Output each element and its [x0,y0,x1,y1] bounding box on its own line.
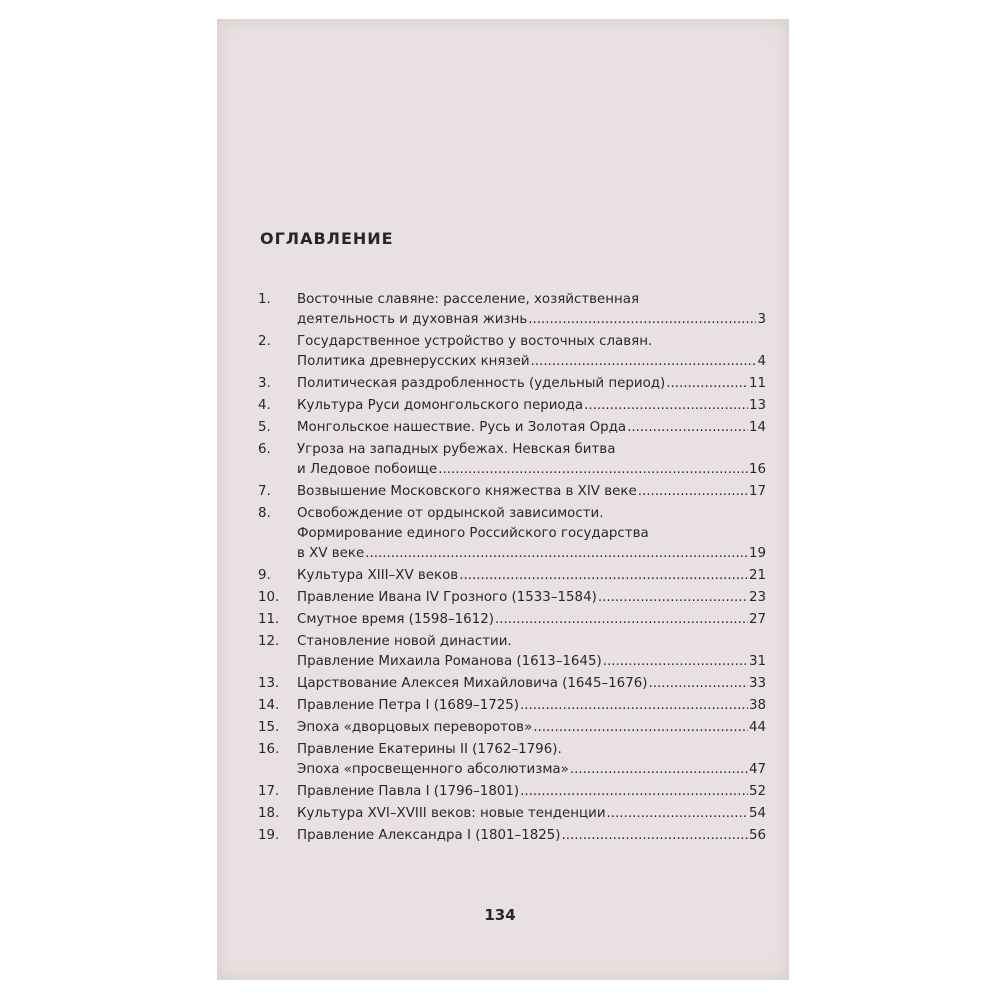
toc-entry [258,482,766,502]
toc-entry-number: 17. [258,784,280,799]
toc-entry-page: 27 [748,612,766,627]
toc-entry-body [297,804,766,824]
toc-entry-title: Монгольское нашествие. Русь и Золотая Орда [297,420,627,435]
toc-entry-title: Политическая раздробленность (удельный период) [297,376,666,391]
toc-entry-number: 6. [258,442,271,457]
toc-entry-body [297,332,766,372]
toc-entry-last-line [297,718,766,738]
toc-entry-title: деятельность и духовная жизнь [297,312,528,327]
toc-entry [258,826,766,846]
toc-entry-page: 38 [748,698,766,713]
toc-entry-title: Правление Михаила Романова (1613–1645) [297,654,602,669]
toc-entry-number: 11. [258,612,280,627]
toc-entry-page: 13 [748,398,766,413]
toc-entry-body [297,740,766,780]
toc-entry-body [297,610,766,630]
toc-entry-body [297,396,766,416]
toc-entry-title: Царствование Алексея Михайловича (1645–1676) [297,676,648,691]
toc-entry-number: 18. [258,806,280,821]
toc-entry-page: 16 [748,462,766,477]
toc-entry-last-line [297,418,766,438]
toc-entry-last-line [297,782,766,802]
toc-entry-page: 21 [748,568,766,583]
toc-entry [258,718,766,738]
dot-leader [459,566,748,586]
toc-entry [258,632,766,672]
toc-entry-page: 31 [748,654,766,669]
toc-entry-number: 15. [258,720,280,735]
toc-entry-body [297,482,766,502]
toc-entry-last-line [297,396,766,416]
toc-entry-title-line: Государственное устройство у восточных славян. [297,334,653,349]
toc-entry [258,674,766,694]
toc-entry-title: Политика древнерусских князей [297,354,530,369]
dot-leader [627,418,748,438]
toc-entry-number: 7. [258,484,271,499]
toc-entry-title: Эпоха «дворцовых переворотов» [297,720,533,735]
toc-entry [258,566,766,586]
toc-entry-number: 3. [258,376,271,391]
toc-entry [258,440,766,480]
toc-entry-number: 4. [258,398,271,413]
toc-entry [258,740,766,780]
toc-entry-number: 9. [258,568,271,583]
toc-entry-last-line [297,610,766,630]
toc-entry-body [297,718,766,738]
toc-entry-last-line [297,652,766,672]
dot-leader [648,674,747,694]
toc-entry-body [297,696,766,716]
dot-leader [603,652,748,672]
toc-entry-body [297,826,766,846]
toc-entry-page: 52 [748,784,766,799]
toc-entry-page: 14 [748,420,766,435]
toc-entry [258,374,766,394]
dot-leader [520,782,748,802]
toc-entry [258,804,766,824]
toc-entry-title: Культура Руси домонгольского периода [297,398,584,413]
toc-entry-body [297,674,766,694]
toc-entry-last-line [297,760,766,780]
toc-entry-last-line [297,482,766,502]
toc-entry-page: 19 [748,546,766,561]
toc-entry-title-line: Освобождение от ордынской зависимости. [297,506,604,521]
toc-entry-body [297,440,766,480]
toc-entry-number: 19. [258,828,280,843]
dot-leader [531,352,757,372]
toc-entry-page: 56 [748,828,766,843]
toc-entry-title: Смутное время (1598–1612) [297,612,494,627]
toc-entry [258,588,766,608]
toc-entry-title: Культура XVI–XVIII веков: новые тенденции [297,806,606,821]
toc-entry-number: 12. [258,634,280,649]
toc-entry-number: 16. [258,742,280,757]
toc-entry-body [297,566,766,586]
toc-entry-body [297,504,766,564]
toc-entry-title: Правление Петра I (1689–1725) [297,698,519,713]
toc-entry-page: 54 [748,806,766,821]
toc-entry-title: Эпоха «просвещенного абсолютизма» [297,762,569,777]
toc-entry-last-line [297,588,766,608]
dot-leader [495,610,748,630]
toc-entry [258,418,766,438]
toc-entry [258,504,766,564]
toc-entry-body [297,588,766,608]
toc-entry-title-line: Формирование единого Российского государства [297,526,649,541]
toc-entry-last-line [297,674,766,694]
dot-leader [528,310,756,330]
toc-entry-body [297,782,766,802]
dot-leader [570,760,748,780]
dot-leader [638,482,748,502]
toc-entry-title: в XV веке [297,546,365,561]
toc-entry-title-line: Становление новой династии. [297,634,512,649]
toc-entry [258,610,766,630]
toc-entry-last-line [297,460,766,480]
toc-entry-last-line [297,804,766,824]
dot-leader [584,396,748,416]
toc-entry-page: 4 [757,354,766,369]
toc-entry-number: 13. [258,676,280,691]
toc-entry-last-line [297,566,766,586]
dot-leader [533,718,748,738]
toc-entry-number: 10. [258,590,280,605]
toc-entry-page: 11 [748,376,766,391]
toc-entry-title-line: Восточные славяне: расселение, хозяйственная [297,292,640,307]
page-number: 134 [484,906,516,924]
toc-entry-page: 33 [748,676,766,691]
toc-entry-number: 5. [258,420,271,435]
toc-entry-number: 2. [258,334,271,349]
toc-entry-title: Культура XIII–XV веков [297,568,459,583]
toc-entry-page: 23 [748,590,766,605]
toc-entry-page: 47 [748,762,766,777]
dot-leader [438,460,748,480]
table-of-contents [258,290,766,848]
toc-entry-body [297,418,766,438]
dot-leader [666,374,748,394]
toc-entry-page: 17 [748,484,766,499]
toc-entry-title-line: Правление Екатерины II (1762–1796). [297,742,562,757]
toc-entry-title: Возвышение Московского княжества в XIV веке [297,484,637,499]
toc-entry-last-line [297,544,766,564]
toc-entry [258,290,766,330]
dot-leader [365,544,748,564]
toc-entry-title: Правление Александра I (1801–1825) [297,828,561,843]
page-title: ОГЛАВЛЕНИЕ [260,229,394,248]
toc-entry-last-line [297,374,766,394]
toc-entry-number: 1. [258,292,271,307]
toc-entry-last-line [297,826,766,846]
dot-leader [520,696,748,716]
toc-entry-body [297,632,766,672]
toc-entry-page: 44 [748,720,766,735]
toc-entry [258,782,766,802]
toc-entry-title-line: Угроза на западных рубежах. Невская битва [297,442,616,457]
toc-entry-title: Правление Ивана IV Грозного (1533–1584) [297,590,597,605]
toc-entry-last-line [297,352,766,372]
toc-entry-page: 3 [757,312,766,327]
toc-entry-number: 14. [258,698,280,713]
toc-entry-number: 8. [258,506,271,521]
toc-entry [258,332,766,372]
toc-entry-title: и Ледовое побоище [297,462,438,477]
toc-entry [258,396,766,416]
toc-entry-body [297,290,766,330]
toc-entry-title: Правление Павла I (1796–1801) [297,784,520,799]
toc-entry-body [297,374,766,394]
toc-entry-last-line [297,696,766,716]
toc-entry [258,696,766,716]
dot-leader [598,588,748,608]
toc-entry-last-line [297,310,766,330]
dot-leader [607,804,748,824]
dot-leader [562,826,748,846]
